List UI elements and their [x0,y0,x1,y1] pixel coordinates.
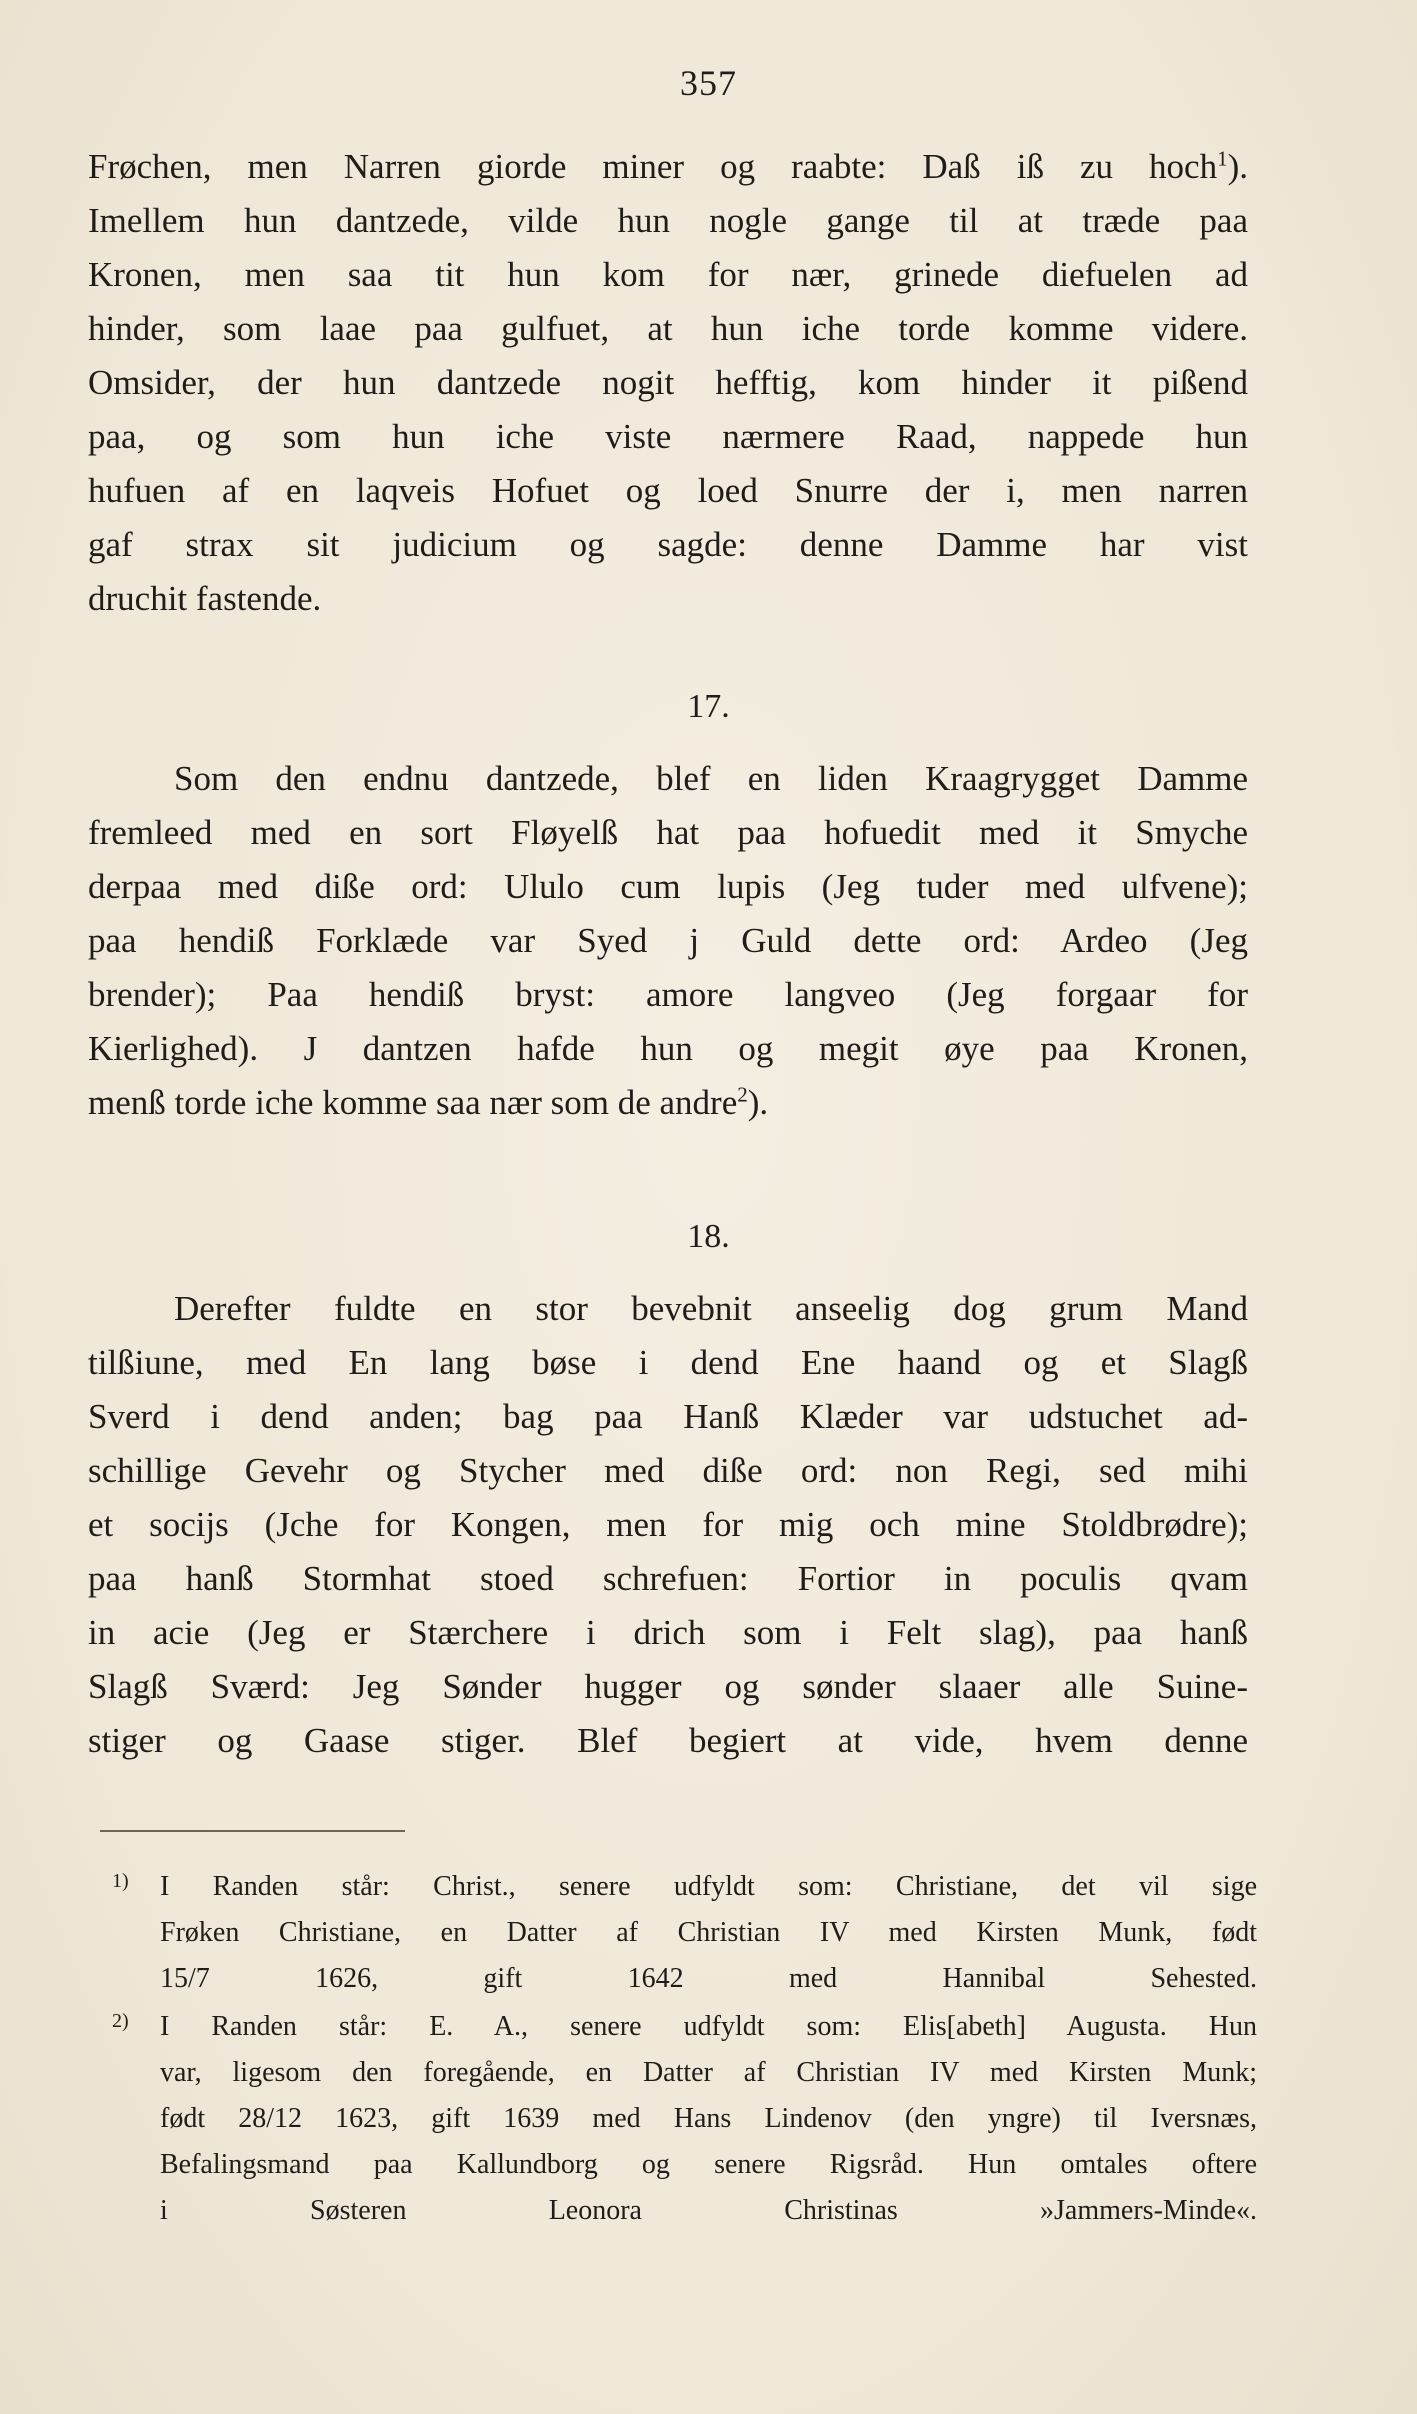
text-line: Kierlighed). J dantzen hafde hun og megit øye paa Kronen, [88,1029,1248,1068]
text-line: Slagß Sværd: Jeg Sønder hugger og sønder slaaer alle Suine- [88,1667,1248,1706]
section-heading-18: 18. [687,1218,730,1255]
footnote-line: født 28/12 1623, gift 1639 med Hans Lindenov (den yngre) til Iversnæs, [160,2103,1257,2134]
footnote-mark: 2) [112,2010,129,2032]
text-line: paa, og som hun iche viste nærmere Raad, nappede hun [88,417,1248,456]
footnote-ref-1: 1 [1217,146,1228,171]
footnote-line: Befalingsmand paa Kallundborg og senere Rigsråd. Hun omtales oftere [160,2149,1257,2180]
text-line: brender); Paa hendiß bryst: amore langveo (Jeg forgaar for [88,975,1248,1014]
footnote-2 [112,2004,1257,2234]
footnote-line: 2) I Randen står: E. A., senere udfyldt som: Elis[abeth] Augusta. Hun [112,2004,1257,2050]
text-line: derpaa med diße ord: Ululo cum lupis (Jeg tuder med ulfvene); [88,867,1248,906]
text-line: menß torde iche komme saa nær som de andre$^2$). [88,1082,769,1122]
page-number: 357 [680,63,737,103]
paragraph-18 [88,1282,1248,1768]
text-line: stiger og Gaase stiger. Blef begiert at vide, hvem denne [88,1721,1248,1760]
text-line: tilßiune, med En lang bøse i dend Ene haand og et Slagß [88,1343,1248,1382]
text-line: Derefter fuldte en stor bevebnit anseelig dog grum Mand [174,1289,1248,1328]
text-line: fremleed med en sort Fløyelß hat paa hofuedit med it Smyche [88,813,1248,852]
footnote-line: i Søsteren Leonora Christinas »Jammers-Minde«. [160,2195,1257,2226]
footnote-line: Frøken Christiane, en Datter af Christian IV med Kirsten Munk, født [160,1917,1257,1948]
footnote-ref-2: 2 [737,1082,748,1107]
text-line: Frøchen, men Narren giorde miner og raabte: Daß iß zu hoch$^1$). [88,146,1248,186]
paragraph-17 [88,752,1248,1130]
section-heading-17: 17. [687,688,730,725]
footnote-line: var, ligesom den foregående, en Datter af Christian IV med Kirsten Munk; [160,2057,1257,2088]
text-line: druchit fastende. [88,579,322,618]
text-line: Kronen, men saa tit hun kom for nær, grinede diefuelen ad [88,255,1248,294]
text-line: Sverd i dend anden; bag paa Hanß Klæder var udstuchet ad- [88,1397,1248,1436]
footnote-1 [112,1864,1257,2002]
footnote-line: 15/7 1626, gift 1642 med Hannibal Sehested. [160,1963,1257,1994]
text-line: schillige Gevehr og Stycher med diße ord: non Regi, sed mihi [88,1451,1248,1490]
text-line: hufuen af en laqveis Hofuet og loed Snurre der i, men narren [88,471,1248,510]
text-line: paa hanß Stormhat stoed schrefuen: Fortior in poculis qvam [88,1559,1248,1598]
text-line: gaf strax sit judicium og sagde: denne Damme har vist [88,525,1248,564]
text-line: Imellem hun dantzede, vilde hun nogle gange til at træde paa [88,201,1248,240]
text-line: Som den endnu dantzede, blef en liden Kraagrygget Damme [174,759,1248,798]
text-line: et socijs (Jche for Kongen, men for mig och mine Stoldbrødre); [88,1505,1248,1544]
text-line: paa hendiß Forklæde var Syed j Guld dette ord: Ardeo (Jeg [88,921,1248,960]
text-line: in acie (Jeg er Stærchere i drich som i Felt slag), paa hanß [88,1613,1248,1652]
paragraph-16-continuation [88,140,1248,626]
footnote-mark: 1) [112,1870,129,1892]
footnote-line: 1) I Randen står: Christ., senere udfyldt som: Christiane, det vil sige [112,1864,1257,1910]
text-line: Omsider, der hun dantzede nogit hefftig, kom hinder it pißend [88,363,1248,402]
footnote-divider [100,1830,405,1832]
text-line: hinder, som laae paa gulfuet, at hun iche torde komme videre. [88,309,1248,348]
